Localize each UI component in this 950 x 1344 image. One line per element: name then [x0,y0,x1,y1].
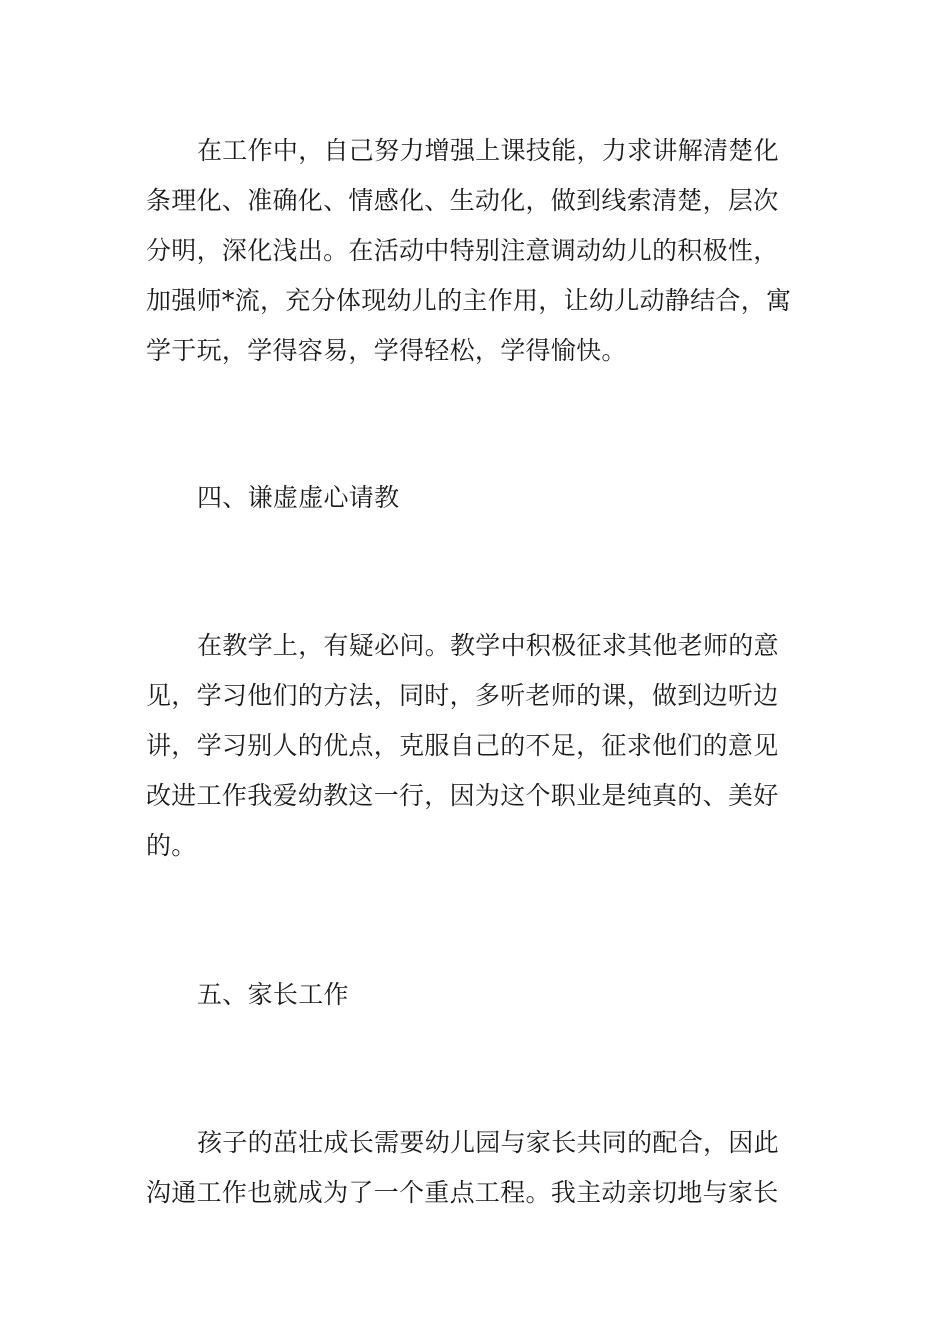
paragraph-1-line-5: 学于玩，学得容易，学得轻松，学得愉快。 [146,336,627,365]
paragraph-2-line-2: 见，学习他们的方法，同时，多听老师的课，做到边听边 [146,681,779,710]
paragraph-3-line-1: 孩子的茁壮成长需要幼儿园与家长共同的配合，因此 [197,1128,779,1157]
paragraph-2-line-5: 的。 [146,831,197,860]
paragraph-1-line-4: 加强师*流，充分体现幼儿的主作用，让幼儿动静结合，寓 [146,286,792,315]
paragraph-1-line-1: 在工作中，自己努力增强上课技能，力求讲解清楚化 [197,136,779,165]
paragraph-2-line-3: 讲，学习别人的优点，克服自己的不足，征求他们的意见 [146,731,779,760]
paragraph-2-line-4: 改进工作我爱幼教这一行，因为这个职业是纯真的、美好 [146,781,779,810]
paragraph-1-line-3: 分明，深化浅出。在活动中特别注意调动幼儿的积极性， [146,236,779,265]
section-heading-4: 四、谦虚虚心请教 [197,483,400,512]
paragraph-1-line-2: 条理化、准确化、情感化、生动化，做到线索清楚，层次 [146,186,779,215]
section-heading-5: 五、家长工作 [197,980,349,1009]
paragraph-3-line-2: 沟通工作也就成为了一个重点工程。我主动亲切地与家长 [146,1178,779,1207]
paragraph-2-line-1: 在教学上，有疑必问。教学中积极征求其他老师的意 [197,631,779,660]
